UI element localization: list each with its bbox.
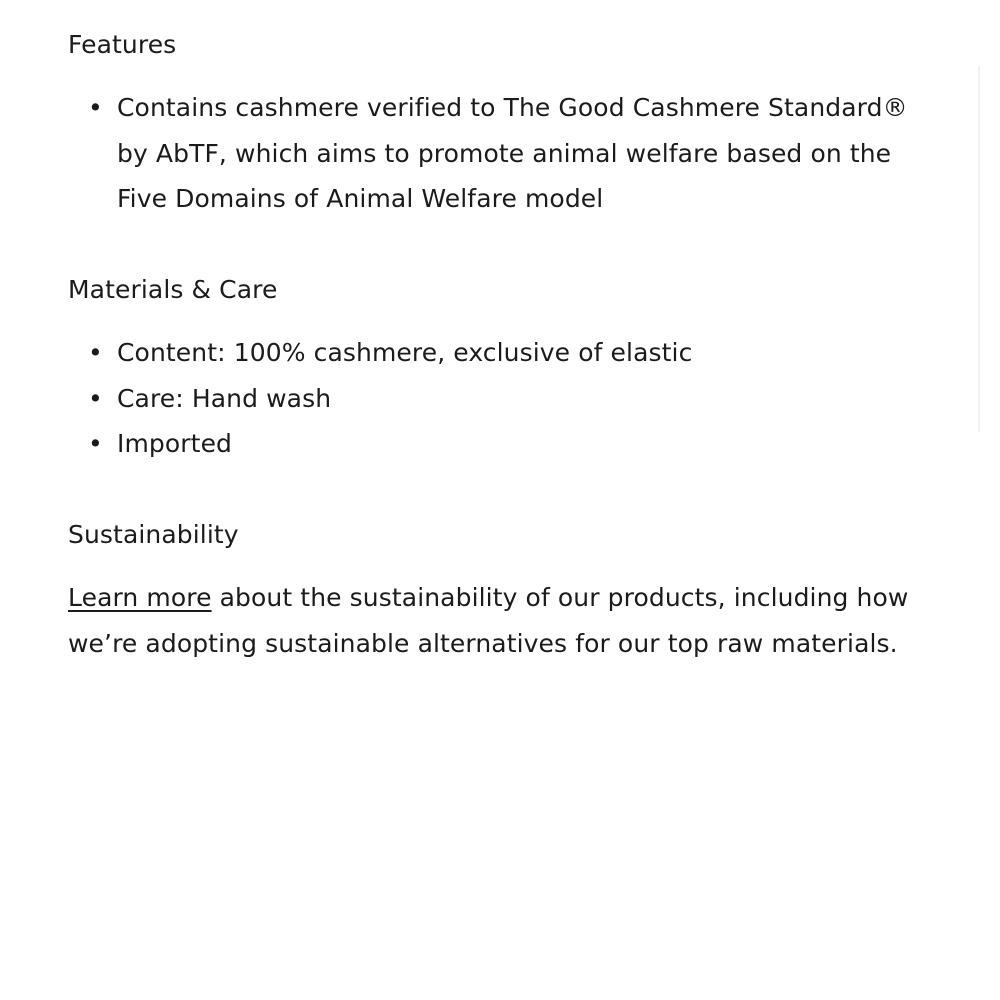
list-item — [88, 330, 938, 376]
learn-more-link[interactable]: Learn more — [68, 583, 212, 612]
care-text: Care: Hand wash — [117, 383, 332, 413]
features-list — [88, 85, 938, 222]
origin-text: Imported — [117, 429, 233, 458]
materials-care-list — [88, 330, 938, 467]
materials-care-heading: Materials & Care — [68, 275, 278, 304]
scrollbar-track[interactable] — [978, 66, 980, 432]
content-text: Content: 100% cashmere, exclusive of elastic — [117, 338, 693, 367]
feature-text: Contains cashmere verified to The Good Cashmere Standard® by AbTF, which aims to promote animal welfare based on the Five Domains of Animal Welfare model — [117, 93, 908, 213]
list-item — [88, 421, 938, 467]
sustainability-body-text: about the sustainability of our products, including how we’re adopting sustainable alternatives for our top raw materials. — [68, 583, 909, 658]
bullet-icon: • — [88, 338, 103, 367]
bullet-icon: • — [88, 429, 103, 458]
sustainability-heading: Sustainability — [68, 520, 239, 549]
bullet-icon: • — [88, 383, 103, 413]
bullet-icon: • — [88, 93, 103, 122]
features-heading: Features — [68, 30, 177, 59]
list-item — [88, 85, 938, 222]
sustainability-paragraph — [68, 575, 938, 666]
list-item — [88, 376, 938, 422]
